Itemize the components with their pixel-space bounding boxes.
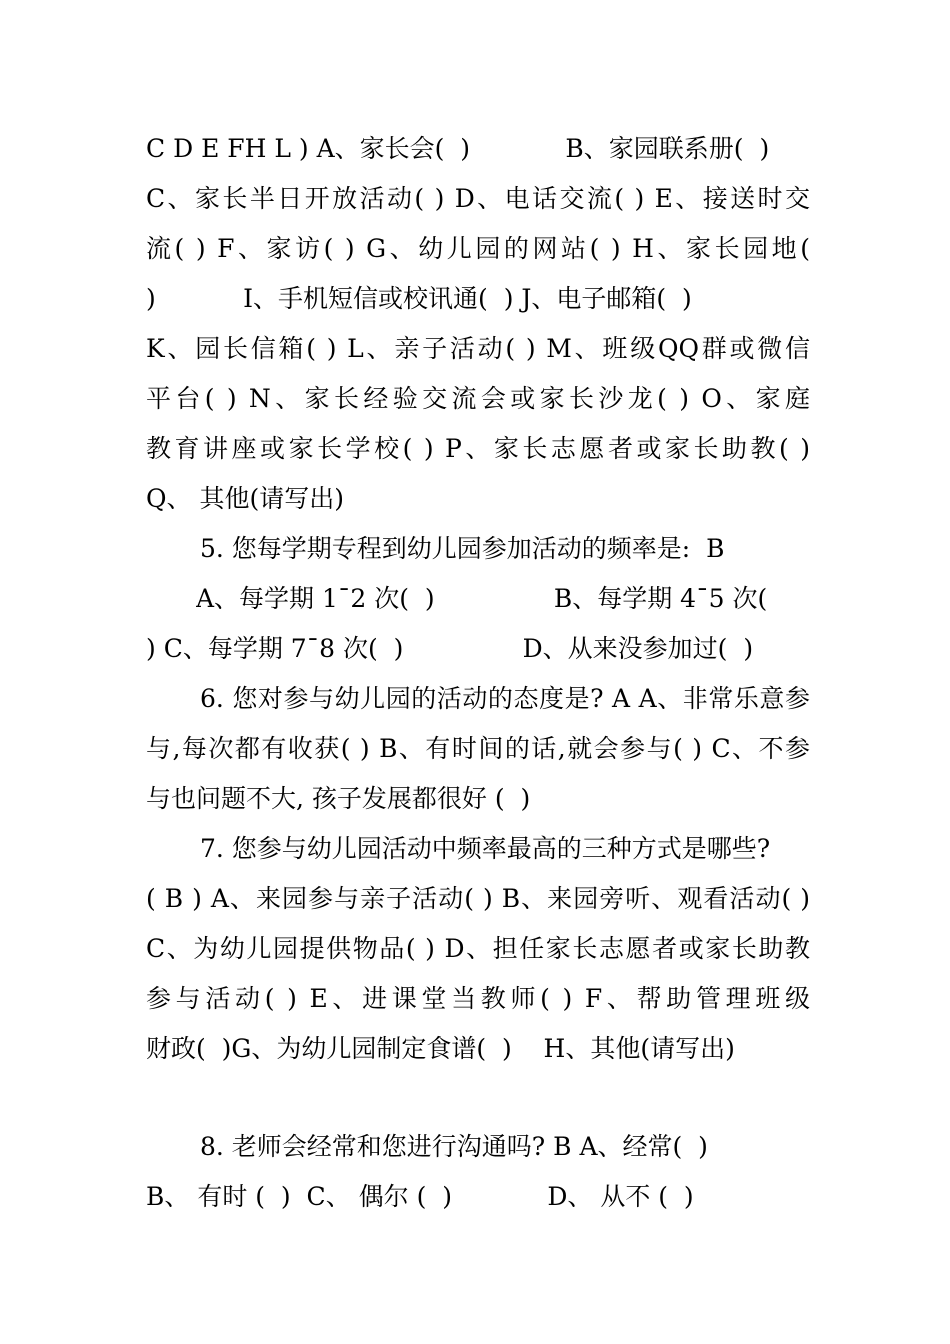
text-line: C、为幼儿园提供物品( ) D、担任家长志愿者或家长助教 bbox=[146, 934, 810, 963]
text-line: ( B ) A、来园参与亲子活动( ) B、来园旁听、观看活动( ) bbox=[146, 884, 810, 913]
text-line: ) I、手机短信或校讯通( ) J、电子邮箱( ) bbox=[146, 284, 692, 313]
text-line: B、 有时 ( ) C、 偶尔 ( ) D、 从不 ( ) bbox=[146, 1182, 694, 1211]
text-line: A、每学期 1¯2 次( ) B、每学期 4¯5 次( bbox=[196, 584, 768, 613]
text-line: 流( ) F、家访( ) G、幼儿园的网站( ) H、家长园地( bbox=[146, 234, 810, 263]
text-line: 与也问题不大, 孩子发展都很好 ( ) bbox=[146, 784, 531, 813]
question-5-title: 5. 您每学期专程到幼儿园参加活动的频率是: B bbox=[200, 534, 725, 563]
text-line: 教育讲座或家长学校( ) P、家长志愿者或家长助教( ) bbox=[146, 434, 810, 463]
text-line: Q、 其他(请写出) bbox=[146, 484, 344, 513]
question-6-title: 6. 您对参与幼儿园的活动的态度是? A A、非常乐意参 bbox=[200, 684, 810, 713]
question-8-title: 8. 老师会经常和您进行沟通吗? B A、经常( ) bbox=[200, 1132, 708, 1161]
text-line: 与,每次都有收获( ) B、有时间的话,就会参与( ) C、不参 bbox=[146, 734, 810, 763]
text-line: 参与活动( ) E、进课堂当教师( ) F、帮助管理班级 bbox=[146, 984, 810, 1013]
text-line: 财政( )G、为幼儿园制定食谱( ) H、其他(请写出) bbox=[146, 1034, 735, 1063]
text-line: 平台( ) N、家长经验交流会或家长沙龙( ) O、家庭 bbox=[146, 384, 810, 413]
text-line: C、家长半日开放活动( ) D、电话交流( ) E、接送时交 bbox=[146, 184, 810, 213]
text-line: C D E FH L ) A、家长会( ) B、家园联系册( ) bbox=[146, 134, 770, 163]
text-line: K、园长信箱( ) L、亲子活动( ) M、班级QQ群或微信 bbox=[146, 334, 810, 363]
question-7-title: 7. 您参与幼儿园活动中频率最高的三种方式是哪些? bbox=[200, 834, 771, 863]
text-line: ) C、每学期 7¯8 次( ) D、从来没参加过( ) bbox=[146, 634, 754, 663]
